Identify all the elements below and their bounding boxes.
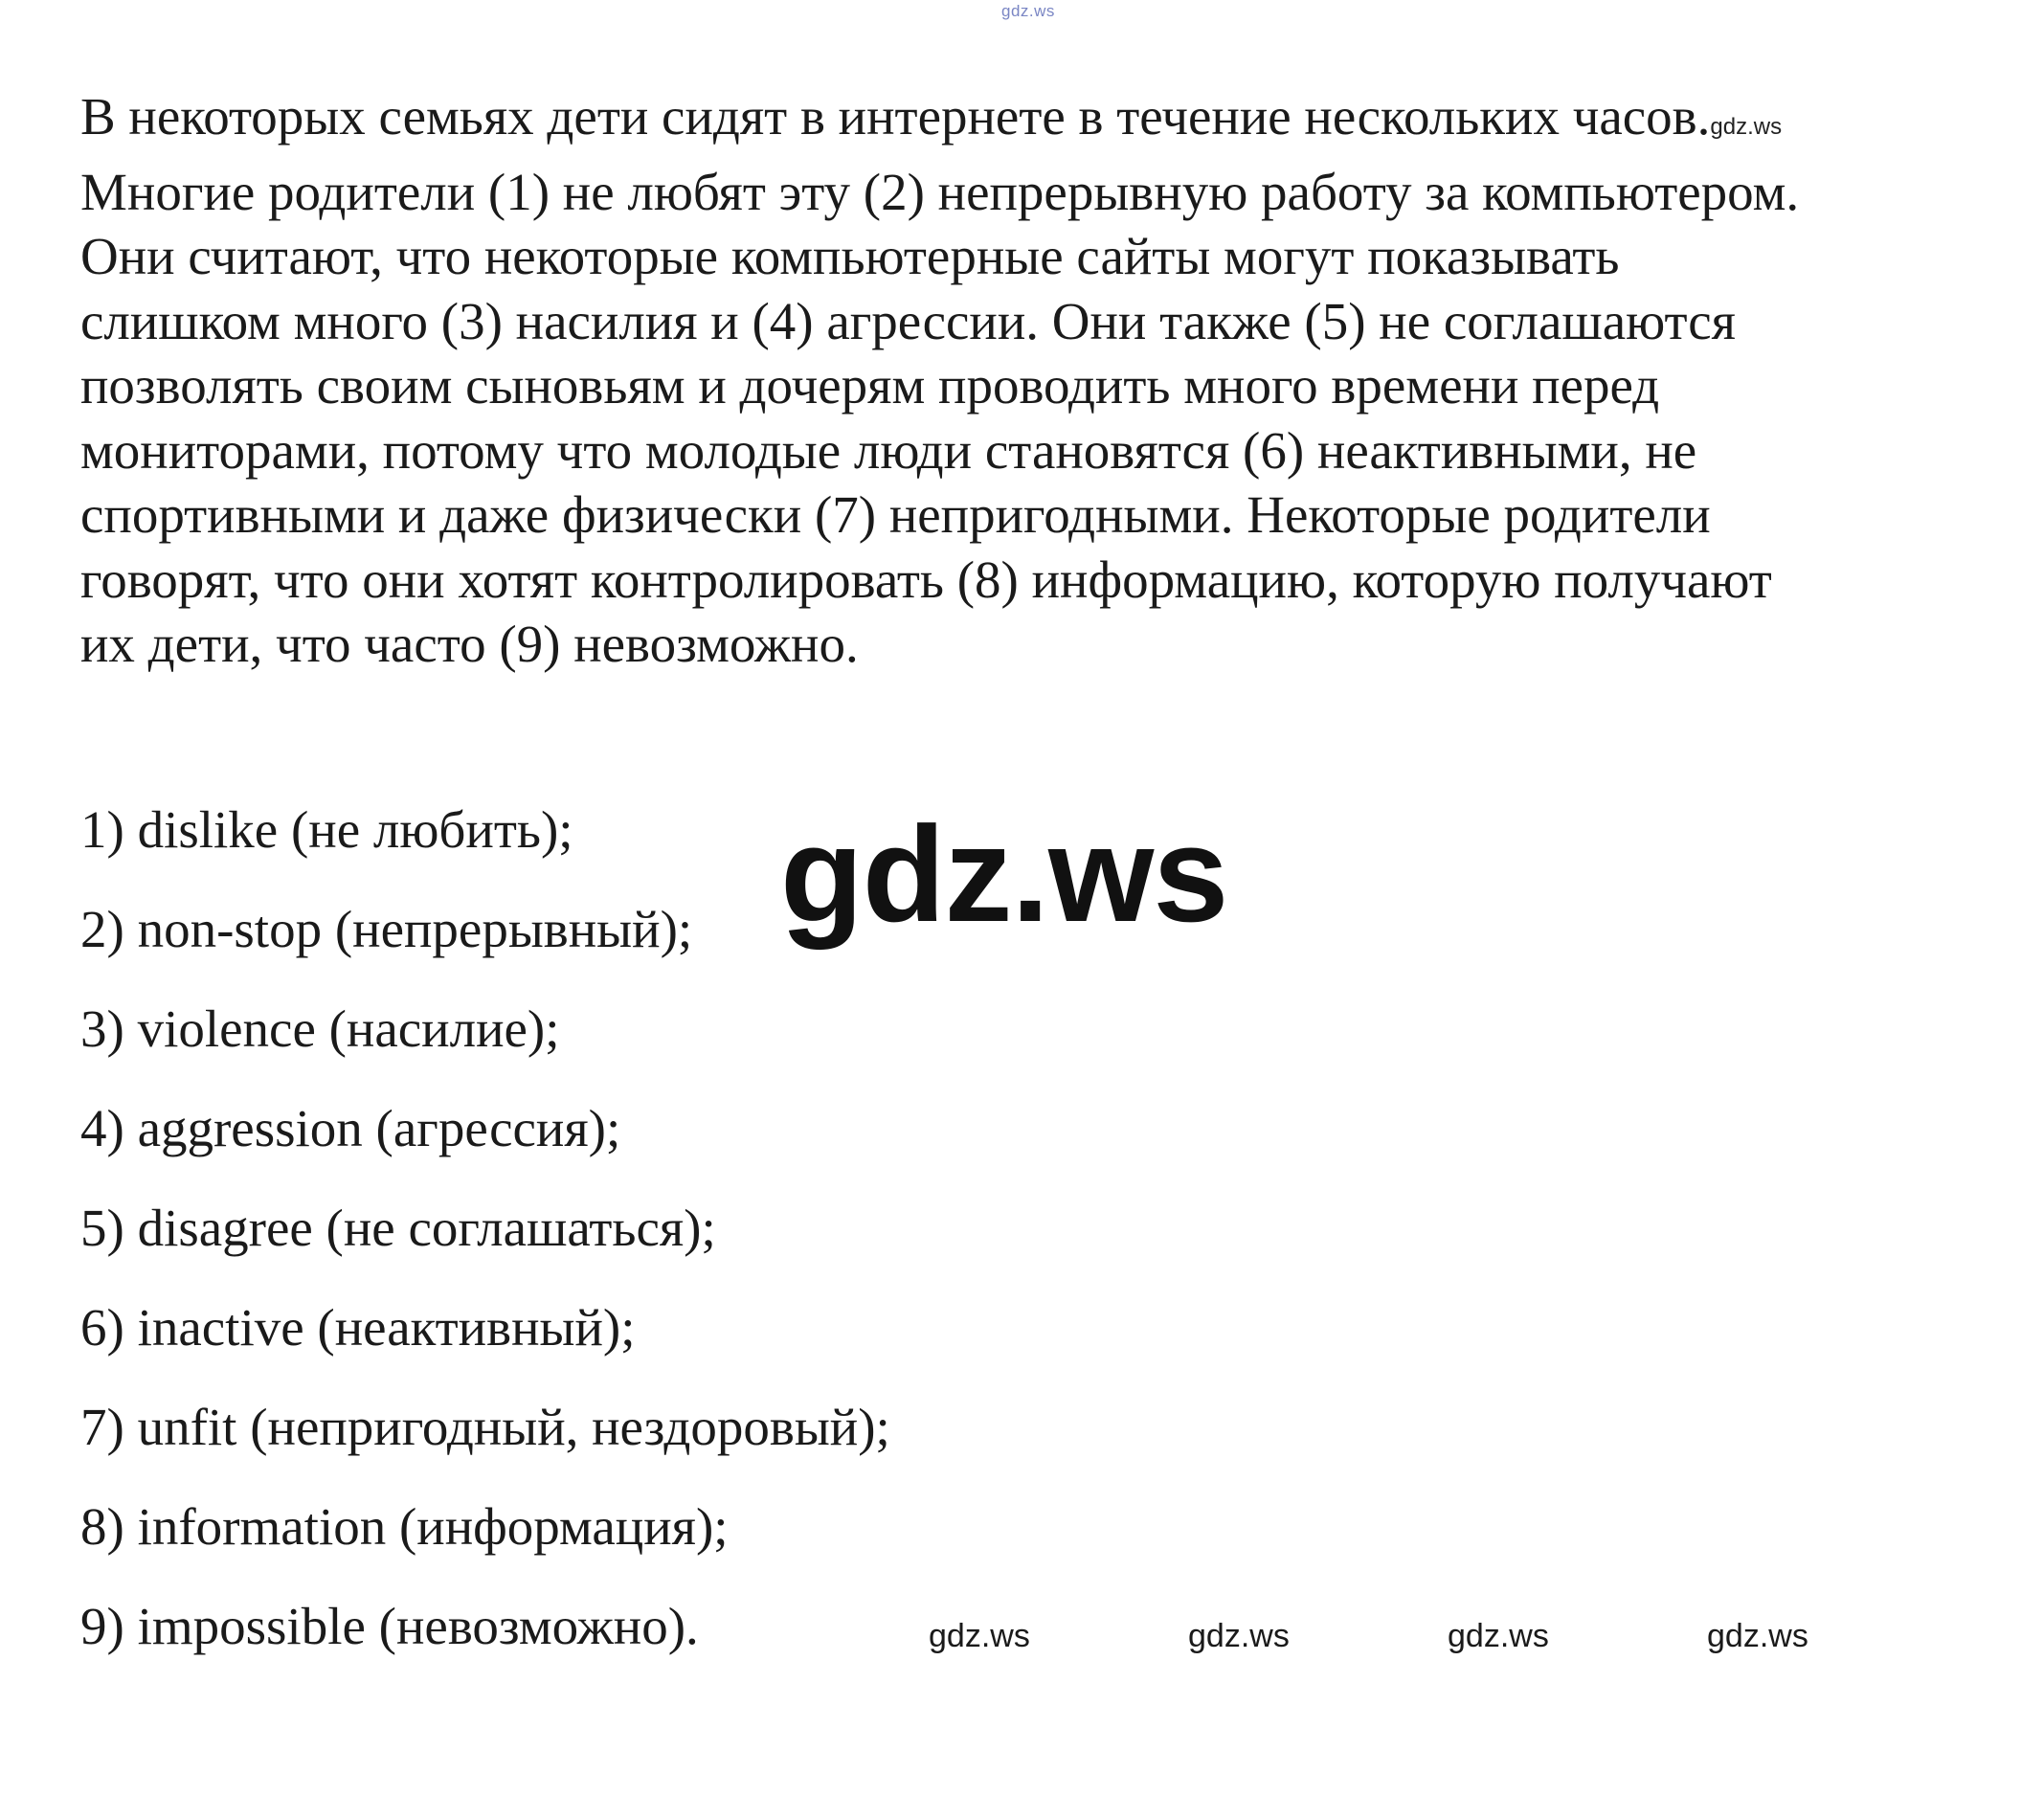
text-paragraph [80, 84, 2033, 677]
watermark-bottom: gdz.ws [1448, 1618, 1549, 1654]
paragraph-line: слишком много (3) насилия и (4) агрессии. Они также (5) не соглашаются [80, 291, 1736, 350]
vocab-item: 4) aggression (агрессия); [80, 1099, 621, 1157]
vocab-item: 6) inactive (неактивный); [80, 1298, 636, 1357]
vocab-item: 1) dislike (не любить); [80, 800, 573, 859]
watermark-bottom: gdz.ws [1188, 1618, 1290, 1654]
watermark-bottom: gdz.ws [1707, 1618, 1808, 1654]
paragraph-line: Многие родители (1) не любят эту (2) непрерывную работу за компьютером. [80, 162, 1800, 221]
paragraph-line: мониторами, потому что молодые люди становятся (6) неактивными, не [80, 420, 1697, 480]
paragraph-line: спортивными и даже физически (7) непригодными. Некоторые родители [80, 485, 1711, 544]
watermark-inline: gdz.ws [1710, 114, 1783, 140]
watermark-large: gdz.ws [780, 798, 1228, 951]
paragraph-line [80, 84, 2033, 160]
vocab-item: 9) impossible (невозможно). [80, 1597, 699, 1655]
paragraph-line: позволять своим сыновьям и дочерям проводить много времени перед [80, 356, 1660, 415]
paragraph-line: Они считают, что некоторые компьютерные сайты могут показывать [80, 227, 1620, 285]
vocab-item: 8) information (информация); [80, 1497, 729, 1556]
watermark-top: gdz.ws [1001, 2, 1055, 20]
vocab-item: 7) unfit (непригодный, нездоровый); [80, 1398, 890, 1456]
vocabulary-list [80, 798, 890, 1694]
paragraph-line: говорят, что они хотят контролировать (8) информацию, которую получают [80, 550, 1772, 609]
vocab-item: 3) violence (насилие); [80, 999, 560, 1058]
vocab-item: 5) disagree (не соглашаться); [80, 1199, 716, 1257]
paragraph-line: их дети, что часто (9) невозможно. [80, 615, 859, 673]
vocab-item: 2) non-stop (непрерывный); [80, 900, 693, 958]
watermark-bottom: gdz.ws [929, 1618, 1030, 1654]
paragraph-line-text: В некоторых семьях дети сидят в интернете в течение нескольких часов. [80, 87, 1711, 146]
